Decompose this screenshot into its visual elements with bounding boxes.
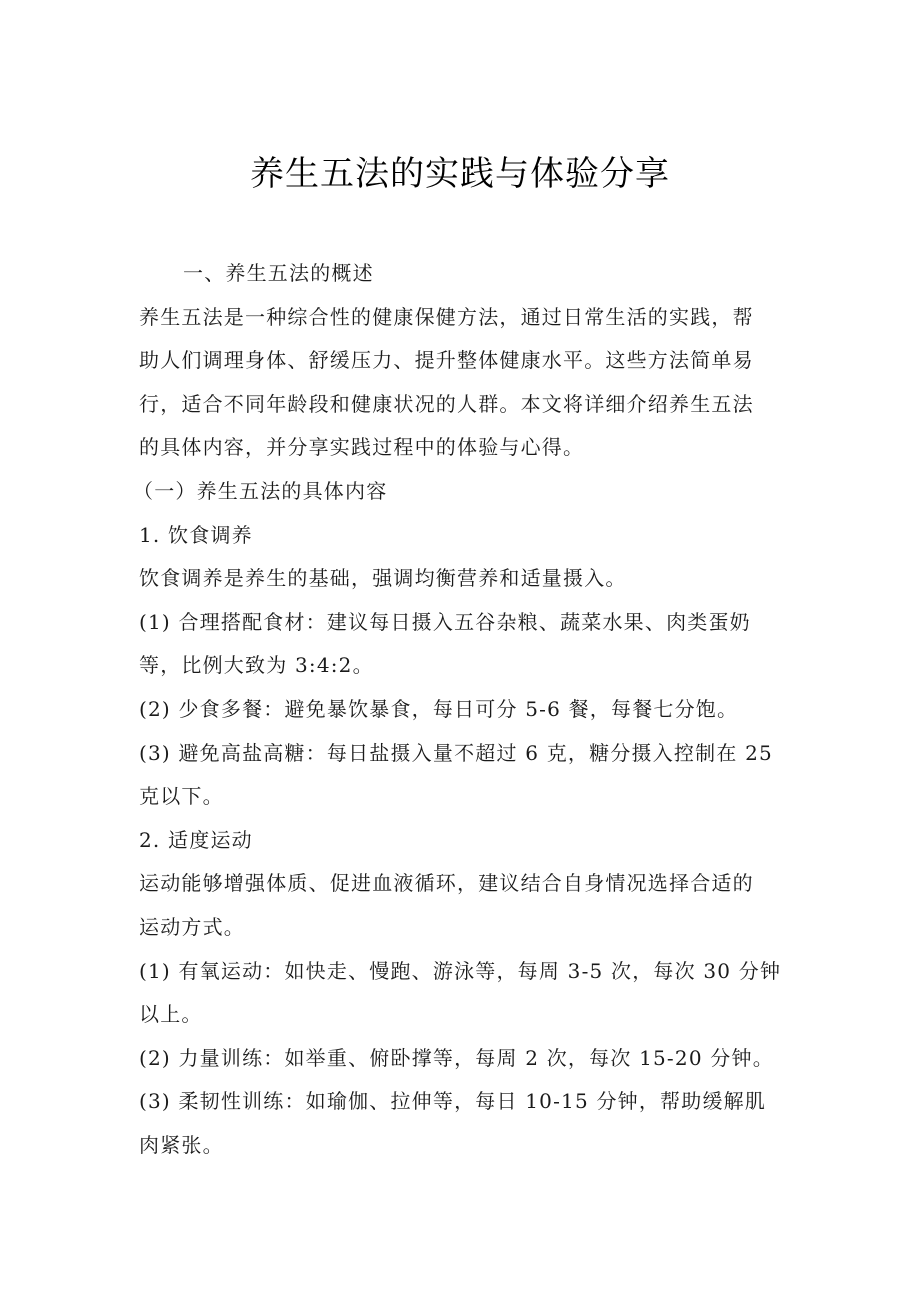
document-title: 养生五法的实践与体验分享 bbox=[250, 154, 670, 194]
list-item-line: (2) 少食多餐：避免暴饮暴食，每日可分 5-6 餐，每餐七分饱。 bbox=[139, 696, 739, 721]
paragraph-line: 运动方式。 bbox=[139, 914, 245, 939]
list-item-line: 等，比例大致为 3:4:2。 bbox=[139, 653, 374, 678]
list-item-line: 肉紧张。 bbox=[139, 1132, 224, 1157]
list-item-line: (1) 合理搭配食材：建议每日摄入五谷杂粮、蔬菜水果、肉类蛋奶 bbox=[139, 609, 751, 634]
list-item-line: (3) 避免高盐高糖：每日盐摄入量不超过 6 克，糖分摄入控制在 25 bbox=[139, 740, 773, 765]
list-item-line: 以上。 bbox=[139, 1002, 203, 1027]
paragraph-line: 行，适合不同年龄段和健康状况的人群。本文将详细介绍养生五法 bbox=[139, 391, 754, 416]
document-body bbox=[133, 252, 789, 1167]
list-item-line: (2) 力量训练：如举重、俯卧撑等，每周 2 次，每次 15-20 分钟。 bbox=[139, 1045, 774, 1070]
list-item-line: 克以下。 bbox=[139, 784, 224, 809]
paragraph-line: 运动能够增强体质、促进血液循环，建议结合自身情况选择合适的 bbox=[139, 871, 754, 896]
paragraph-line: 饮食调养是养生的基础，强调均衡营养和适量摄入。 bbox=[139, 566, 627, 591]
paragraph-line: 助人们调理身体、舒缓压力、提升整体健康水平。这些方法简单易 bbox=[139, 348, 754, 373]
list-item-line: (1) 有氧运动：如快走、慢跑、游泳等，每周 3-5 次，每次 30 分钟 bbox=[139, 958, 782, 983]
section-heading-overview: 一、养生五法的概述 bbox=[183, 261, 374, 285]
paragraph-line: 的具体内容，并分享实践过程中的体验与心得。 bbox=[139, 435, 585, 460]
subsection-heading-content: （一）养生五法的具体内容 bbox=[133, 478, 388, 503]
item-heading-diet: 1. 饮食调养 bbox=[139, 522, 253, 547]
list-item-line: (3) 柔韧性训练：如瑜伽、拉伸等，每日 10-15 分钟，帮助缓解肌 bbox=[139, 1089, 767, 1114]
paragraph-line: 养生五法是一种综合性的健康保健方法，通过日常生活的实践，帮 bbox=[139, 304, 754, 329]
item-heading-exercise: 2. 适度运动 bbox=[139, 827, 253, 852]
